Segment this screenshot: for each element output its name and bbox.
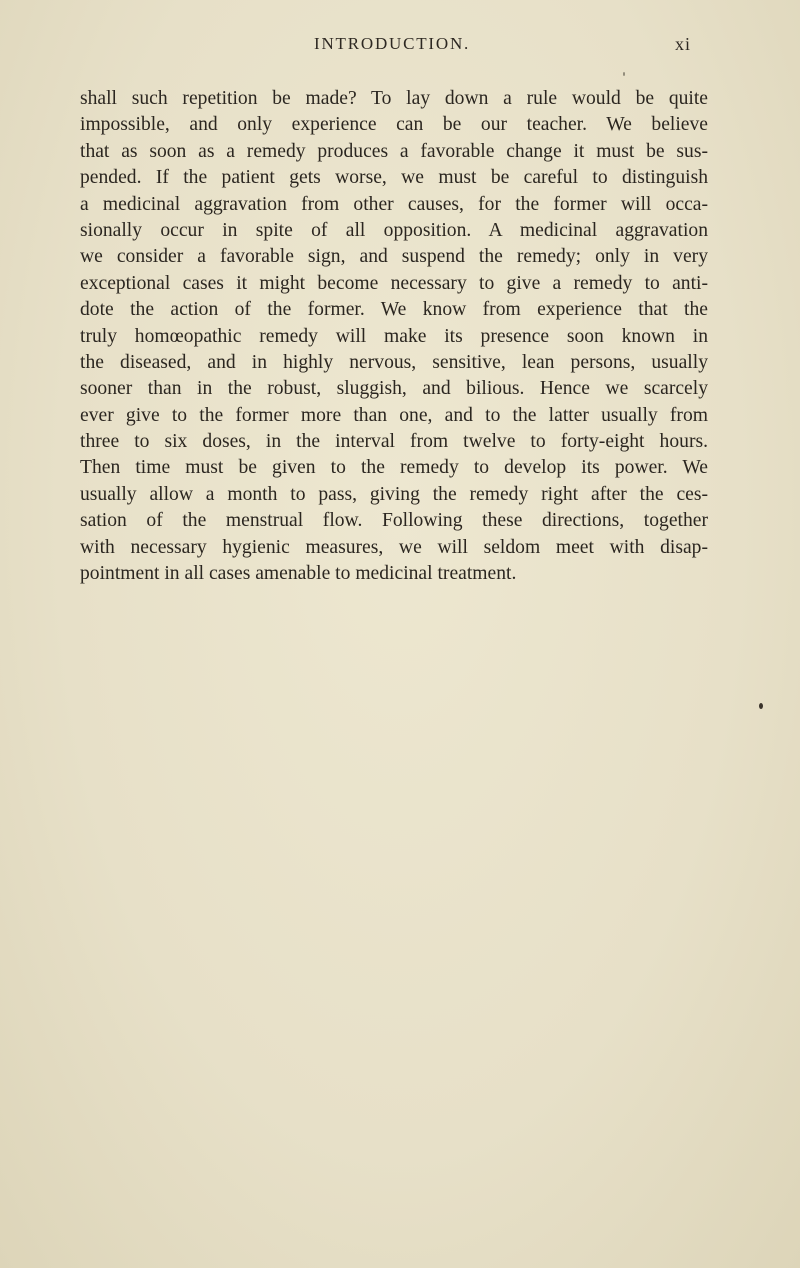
text-line: pended. If the patient gets worse, we must be careful to distinguish: [80, 167, 708, 189]
text-line: truly homœopathic remedy will make its presence soon known in: [80, 325, 708, 347]
body-paragraph: [80, 86, 708, 587]
ink-speck: [759, 703, 763, 709]
running-head: [0, 34, 800, 58]
ink-speck: [623, 72, 625, 76]
text-line: pointment in all cases amenable to medicinal treatment.: [80, 563, 517, 585]
text-line: impossible, and only experience can be our teacher. We believe: [80, 114, 708, 136]
text-line: sionally occur in spite of all opposition. A medicinal aggravation: [80, 219, 708, 241]
text-line: the diseased, and in highly nervous, sensitive, lean persons, usually: [80, 351, 708, 373]
text-line: we consider a favorable sign, and suspend the remedy; only in very: [80, 246, 708, 268]
text-line: with necessary hygienic measures, we will seldom meet with disap-: [80, 536, 708, 558]
text-line: a medicinal aggravation from other causes, for the former will occa-: [80, 193, 708, 215]
text-line: sation of the menstrual flow. Following these directions, together: [80, 510, 708, 532]
text-line: sooner than in the robust, sluggish, and bilious. Hence we scarcely: [80, 378, 708, 400]
page-number: xi: [675, 34, 692, 54]
text-line: dote the action of the former. We know from experience that the: [80, 299, 708, 321]
text-line: ever give to the former more than one, and to the latter usually from: [80, 404, 708, 426]
text-line: shall such repetition be made? To lay down a rule would be quite: [80, 88, 708, 109]
chapter-title: INTRODUCTION.: [314, 34, 471, 53]
text-line: three to six doses, in the interval from twelve to forty-eight hours.: [80, 431, 708, 453]
text-line: usually allow a month to pass, giving the remedy right after the ces-: [80, 483, 708, 505]
text-line: that as soon as a remedy produces a favorable change it must be sus-: [80, 140, 708, 162]
text-line: Then time must be given to the remedy to develop its power. We: [80, 457, 708, 479]
text-line: exceptional cases it might become necessary to give a remedy to anti-: [80, 272, 708, 294]
